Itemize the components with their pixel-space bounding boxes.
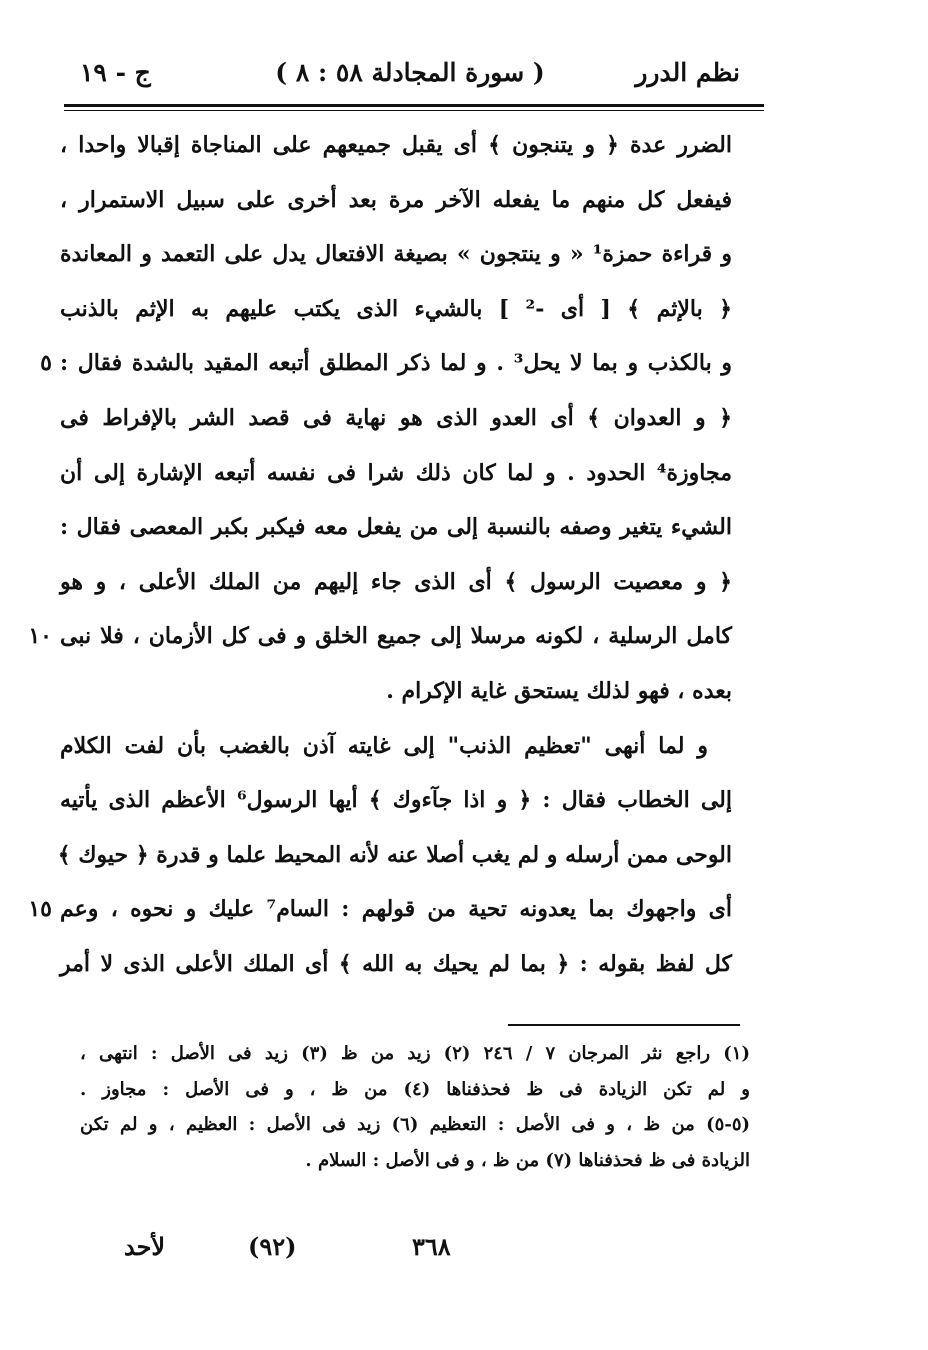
- surah-reference: ( سورة المجادلة ٥٨ : ٨ ): [275, 58, 545, 87]
- header-rule: [64, 104, 764, 107]
- text-line-content: كامل الرسلية ، لكونه مرسلا إلى جميع الخلق و فى كل الأزمان ، فلا نبى: [60, 623, 732, 650]
- text-line: [60, 391, 732, 446]
- text-line: [60, 937, 732, 992]
- text-line-content: كل لفظ بقوله : ﴿ بما لم يحيك به الله ﴾ أى الملك الأعلى الذى لا أمر: [60, 950, 732, 977]
- page-footer: [0, 1232, 928, 1268]
- text-line-content: الشيء يتغير وصفه بالنسبة إلى من يفعل معه فيكبر بكبر المعصى فقال :: [60, 514, 732, 541]
- footnote-line: (٥-٥) من ظ ، و فى الأصل : التعظيم (٦) زيد فى الأصل : العظيم ، و لم تكن: [80, 1114, 751, 1135]
- text-line: [60, 227, 732, 282]
- text-line-content: و لما أنهى "تعظيم الذنب" إلى غايته آذن بالغضب بأن لفت الكلام: [60, 732, 708, 759]
- running-header: [80, 58, 740, 98]
- text-line: [40, 336, 733, 391]
- text-line: [60, 664, 732, 719]
- text-line: [60, 282, 732, 337]
- header-rule-thin: [64, 110, 764, 111]
- part-number: (٩٢): [248, 1232, 297, 1261]
- main-text: [28, 118, 733, 992]
- text-line: [60, 173, 732, 228]
- text-line-content: إلى الخطاب فقال : ﴿ و اذا جآءوك ﴾ أيها الرسول⁶ الأعظم الذى يأتيه: [60, 787, 733, 814]
- volume-number: ج - ١٩: [80, 58, 151, 87]
- text-line-content: الوحى ممن أرسله و لم يغب أصلا عنه لأنه المحيط علما و قدرة ﴿ حيوك ﴾: [57, 841, 732, 868]
- line-number: ٥: [40, 350, 52, 377]
- text-line-content: ﴿ و العدوان ﴾ أى العدو الذى هو نهاية فى قصد الشر بالإفراط فى: [60, 404, 732, 431]
- catchword: لأحد: [124, 1232, 166, 1261]
- text-line: [28, 882, 732, 937]
- text-line: [60, 555, 732, 610]
- text-line-content: بعده ، فهو لذلك يستحق غاية الإكرام .: [386, 677, 732, 704]
- text-line: [57, 828, 732, 883]
- text-line-content: ﴿ و معصيت الرسول ﴾ أى الذى جاء إليهم من الملك الأعلى ، و هو: [60, 568, 732, 595]
- text-line-content: و بالكذب و بما لا يحل³ . و لما ذكر المطلق أتبعه المقيد بالشدة فقال :: [60, 350, 733, 377]
- text-line: [60, 719, 732, 774]
- footnote-line: و لم تكن الزيادة فى ظ فحذفناها (٤) من ظ ، و فى الأصل : مجاوز .: [80, 1078, 750, 1100]
- text-line-content: و قراءة حمزة¹ « و ينتجون » بصيغة الافتعال يدل على التعمد و المعاندة: [60, 241, 732, 268]
- text-line: [60, 773, 732, 828]
- line-number: ١٠: [28, 623, 52, 650]
- book-title: نظم الدرر: [635, 58, 740, 87]
- text-line-content: فيفعل كل منهم ما يفعله الآخر مرة بعد أخرى على سبيل الاستمرار ،: [60, 186, 732, 213]
- text-line: [60, 118, 732, 173]
- text-line: [28, 609, 732, 664]
- text-line: [60, 446, 732, 501]
- page-number: ٣٦٨: [412, 1232, 451, 1261]
- text-line-content: الضرر عدة ﴿ و يتنجون ﴾ أى يقبل جميعهم على المناجاة إقبالا واحدا ،: [60, 132, 732, 158]
- text-line: [60, 500, 732, 555]
- text-line-content: ﴿ بالإثم ﴾ [ أى -² ] بالشيء الذى يكتب عليهم به الإثم بالذنب: [60, 295, 732, 322]
- footnote-line: الزيادة فى ظ فحذفناها (٧) من ظ ، و فى الأصل : السلام .: [305, 1149, 750, 1171]
- line-number: ١٥: [28, 896, 52, 923]
- footnote-line: (١) راجع نثر المرجان ٧ / ٢٤٦ (٢) زيد من ظ (٣) زيد فى الأصل : انتهى ،: [80, 1043, 750, 1064]
- text-line-content: أى واجهوك بما يعدونه تحية من قولهم : السام⁷ عليك و نحوه ، وعم: [60, 896, 732, 923]
- footnote-separator: [508, 1024, 740, 1026]
- footnotes: [80, 1036, 750, 1178]
- text-line-content: مجاوزة⁴ الحدود . و لما كان ذلك شرا فى نفسه أتبعه الإشارة إلى أن: [60, 459, 732, 486]
